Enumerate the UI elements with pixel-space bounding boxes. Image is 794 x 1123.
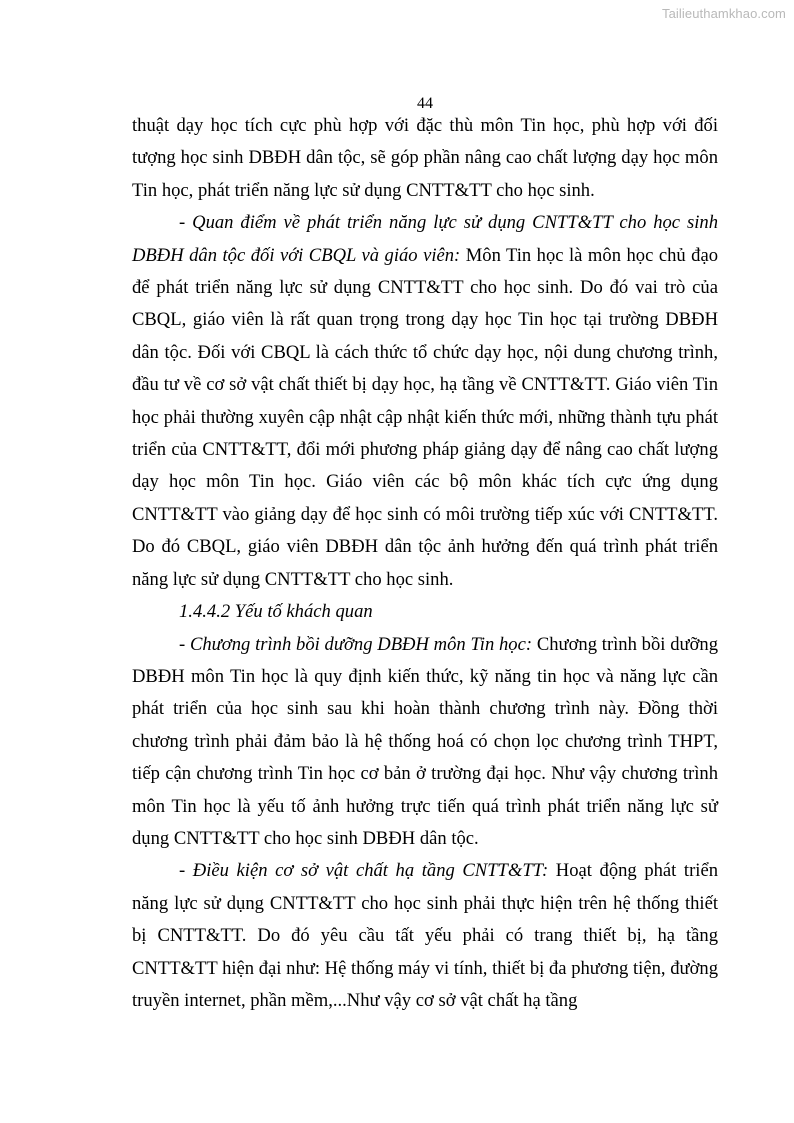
paragraph xyxy=(132,629,718,856)
section-heading xyxy=(132,596,718,628)
page-number: 44 xyxy=(417,95,433,112)
document-body xyxy=(132,110,718,1017)
paragraph xyxy=(132,207,718,596)
paragraph: thuật dạy học tích cực phù hợp với đặc thù môn Tin học, phù hợp với đối tượng học sinh DBĐH dân tộc, sẽ góp phần nâng cao chất lượng dạy học môn Tin học, phát triển năng lực sử dụng CNTT&TT cho học sinh. xyxy=(132,115,718,201)
paragraph xyxy=(132,855,718,1017)
paragraph-text: Chương trình bồi dưỡng DBĐH môn Tin học là quy định kiến thức, kỹ năng tin học và năng lực cần phát triển của học sinh sau khi hoàn thành chương trình này. Đồng thời chương trình phải đảm bảo là hệ thống hoá có chọn lọc chương trình THPT, tiếp cận chương trình Tin học cơ bản ở trường đại học. Như vậy chương trình môn Tin học là yếu tố ảnh hưởng trực tiến quá trình phát triển năng lực sử dụng CNTT&TT cho học sinh DBĐH dân tộc. xyxy=(132,633,718,849)
paragraph-text: Môn Tin học là môn học chủ đạo để phát triển năng lực sử dụng CNTT&TT cho học sinh. Do đó vai trò của CBQL, giáo viên là rất quan trọng trong dạy học Tin học tại trường DBĐH dân tộc. Đối với CBQL là cách thức tổ chức dạy học, nội dung chương trình, đầu tư về cơ sở vật chất thiết bị dạy học, hạ tầng về CNTT&TT. Giáo viên Tin học phải thường xuyên cập nhật cập nhật kiến thức mới, những thành tựu phát triển của CNTT&TT, đổi mới phương pháp giảng dạy để nâng cao chất lượng dạy học môn Tin học. Giáo viên các bộ môn khác tích cực ứng dụng CNTT&TT vào giảng dạy để học sinh có môi trường tiếp xúc với CNTT&TT. Do đó CBQL, giáo viên DBĐH dân tộc ảnh hưởng đến quá trình phát triển năng lực sử dụng CNTT&TT cho học sinh. xyxy=(132,244,718,590)
paragraph-text: Hoạt động phát triển năng lực sử dụng CNTT&TT cho học sinh phải thực hiện trên hệ thống thiết bị CNTT&TT. Do đó yêu cầu tất yếu phải có trang thiết bị, hạ tầng CNTT&TT hiện đại như: Hệ thống máy vi tính, thiết bị đa phương tiện, đường truyền internet, phần mềm,...Như vậy cơ sở vật chất hạ tầng xyxy=(132,860,719,1011)
paragraph-lead: - xyxy=(179,633,190,655)
paragraph-lead: - xyxy=(179,212,193,234)
paragraph-lead: - xyxy=(179,860,193,882)
paragraph-italic-heading: Quan điểm về phát triển năng lực sử dụng CNTT&TT cho học sinh DBĐH dân tộc đối với CBQL và giáo viên: xyxy=(132,212,719,266)
paragraph-italic-heading: Chương trình bồi dưỡng DBĐH môn Tin học: xyxy=(189,633,533,655)
paragraph-italic-heading: Điều kiện cơ sở vật chất hạ tầng CNTT&TT: xyxy=(192,860,549,882)
watermark: Tailieuthamkhao.com xyxy=(661,6,786,21)
section-heading-text: 1.4.4.2 Yếu tố khách quan xyxy=(179,601,373,623)
